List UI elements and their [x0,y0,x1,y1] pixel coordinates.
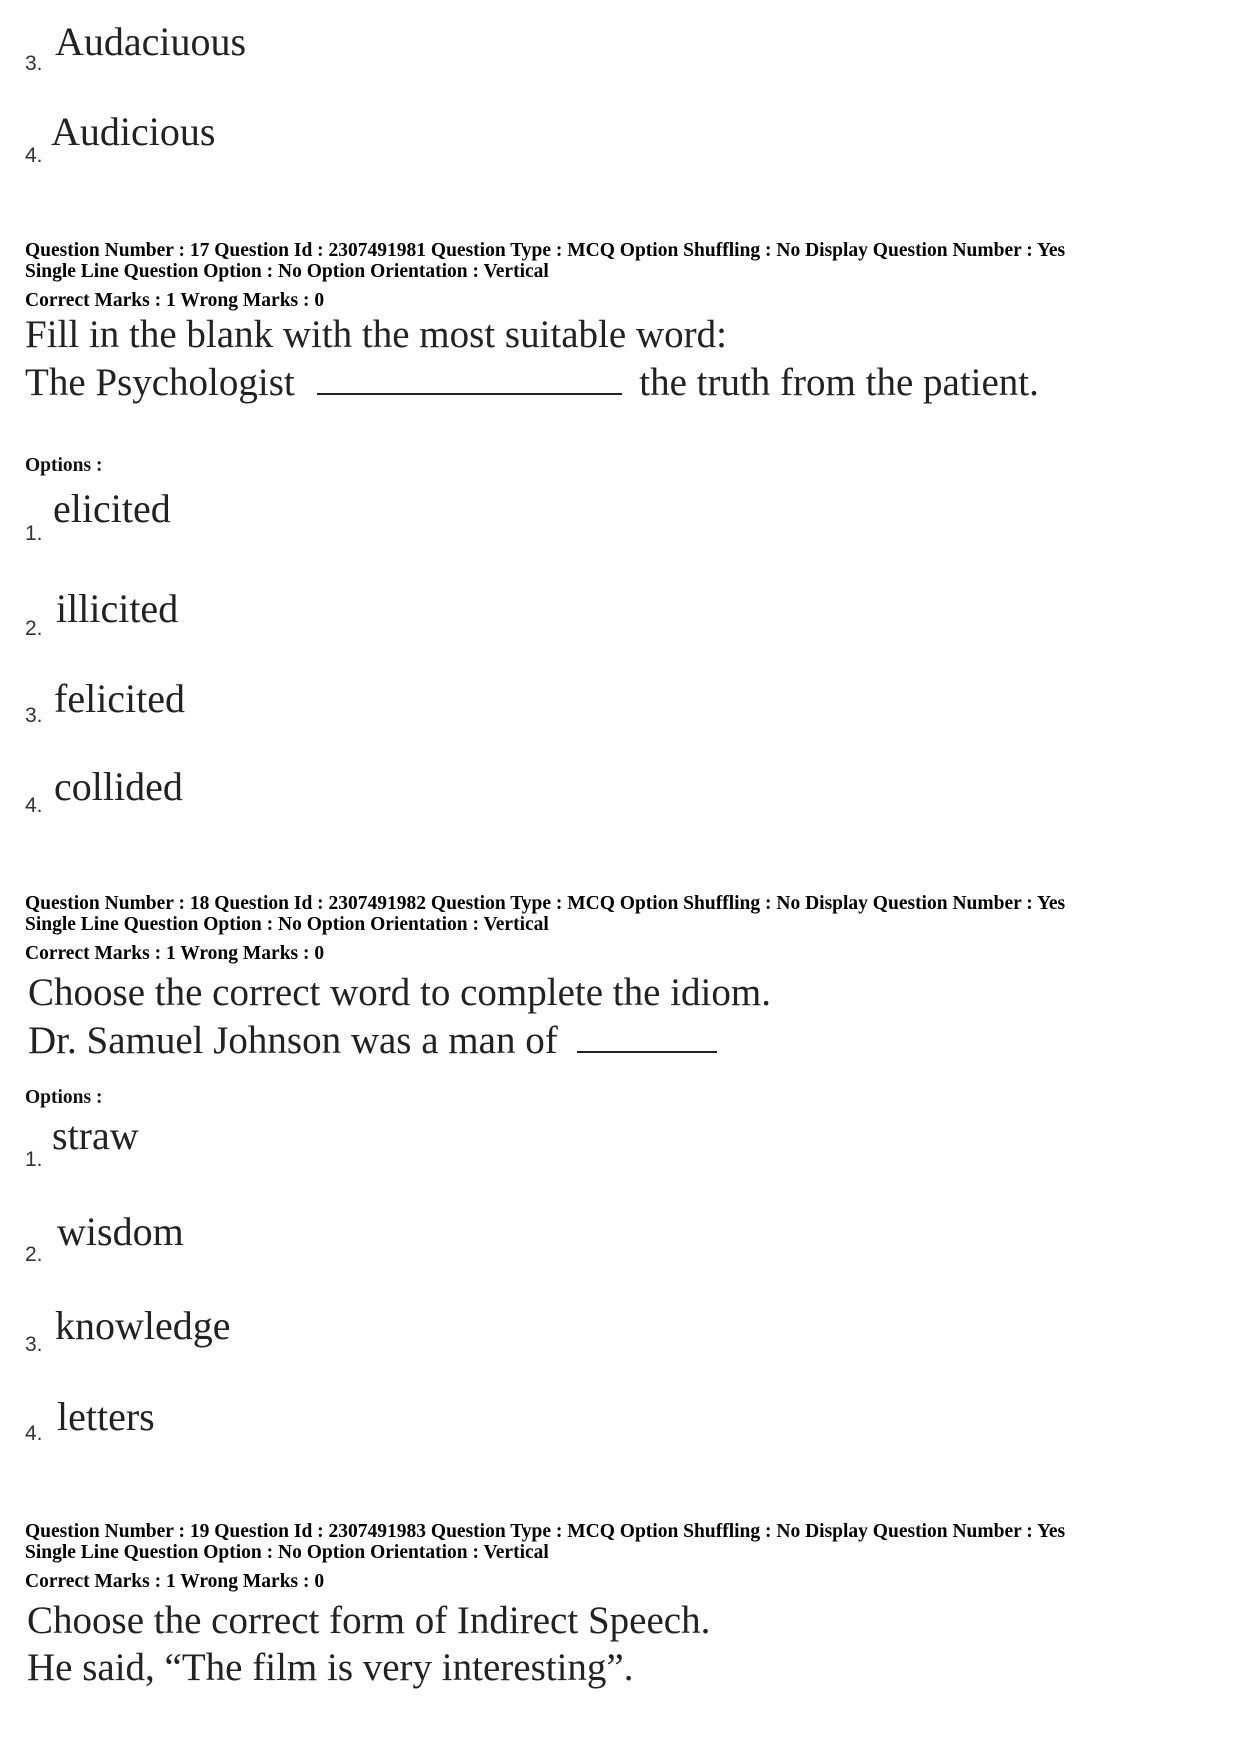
option-number: 4. [25,144,43,167]
question-meta-line1: Question Number : 19 Question Id : 2307491983 Question Type : MCQ Option Shuffling : No Display Question Number : Yes [25,1521,1066,1542]
option-number: 2. [25,617,43,640]
question-text-line1: Choose the correct word to complete the idiom. [28,971,771,1014]
question-meta-line2: Single Line Question Option : No Option Orientation : Vertical [25,261,549,282]
question-text-line1: Fill in the blank with the most suitable word: [25,313,727,356]
question-meta-line2: Single Line Question Option : No Option Orientation : Vertical [25,1542,549,1563]
option-number: 4. [25,794,43,817]
answer-blank [317,392,622,395]
option-number: 1. [25,522,43,545]
question-marks: Correct Marks : 1 Wrong Marks : 0 [25,290,325,311]
question-text-line2 [25,360,1039,405]
option-text: collided [54,764,183,809]
question-meta-line1: Question Number : 18 Question Id : 2307491982 Question Type : MCQ Option Shuffling : No Display Question Number : Yes [25,893,1066,914]
question-text-before-blank: Dr. Samuel Johnson was a man of [28,1019,558,1062]
question-marks: Correct Marks : 1 Wrong Marks : 0 [25,1571,325,1592]
option-number: 3. [25,704,43,727]
options-label: Options : [25,455,103,476]
option-number: 4. [25,1422,43,1445]
option-text: wisdom [57,1209,184,1254]
question-text-line2 [28,1018,717,1063]
option-number: 1. [25,1148,43,1171]
question-text-before-blank: The Psychologist [25,361,295,404]
option-number: 2. [25,1243,43,1266]
question-marks: Correct Marks : 1 Wrong Marks : 0 [25,943,325,964]
options-label: Options : [25,1087,103,1108]
question-meta-line1: Question Number : 17 Question Id : 2307491981 Question Type : MCQ Option Shuffling : No Display Question Number : Yes [25,240,1066,261]
option-text: felicited [54,676,186,721]
option-text: Audaciuous [55,19,247,64]
option-text: elicited [53,486,171,531]
option-number: 3. [25,52,43,75]
answer-blank [577,1050,717,1053]
question-text-line2: He said, “The film is very interesting”. [27,1646,634,1689]
question-meta-line2: Single Line Question Option : No Option Orientation : Vertical [25,914,549,935]
option-text: letters [57,1394,155,1439]
question-text-line1: Choose the correct form of Indirect Speech. [27,1599,711,1642]
option-number: 3. [25,1333,43,1356]
option-text: Audicious [51,109,216,154]
option-text: illicited [56,586,179,631]
question-text-after-blank: the truth from the patient. [639,361,1039,404]
option-text: knowledge [55,1303,231,1348]
option-text: straw [52,1113,139,1158]
